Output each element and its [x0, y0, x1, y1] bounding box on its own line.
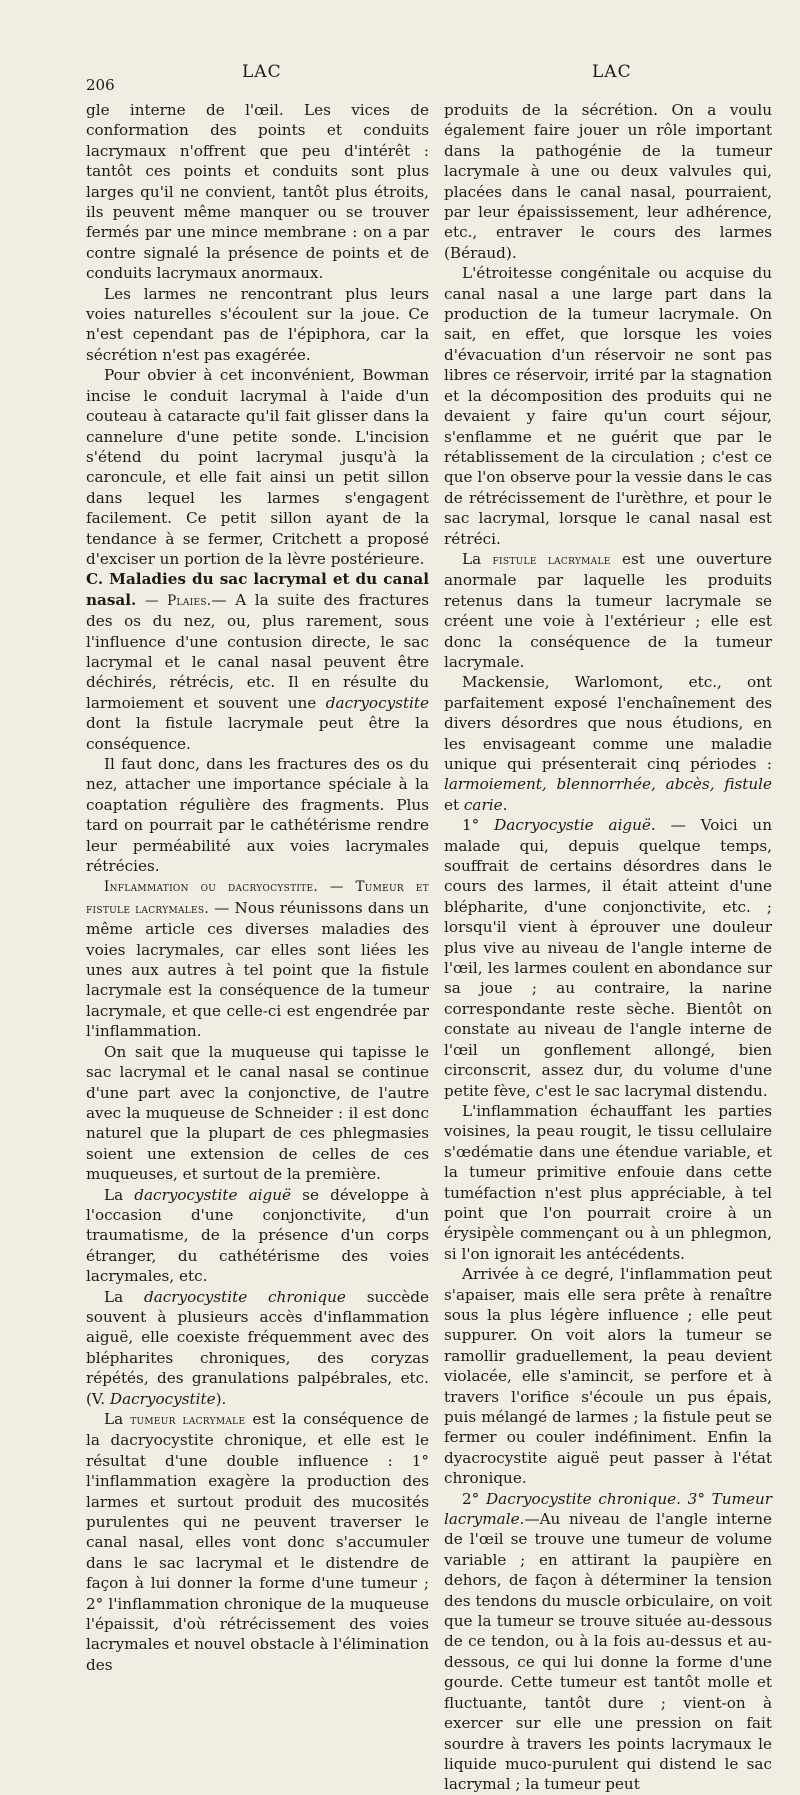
subsection-label: — Plaies.: [144, 592, 212, 609]
paragraph: gle interne de l'œil. Les vices de conformation des points et conduits lacrymaux n'offrent que peu d'intérêt : tantôt ces points et conduits sont plus larges qu'il ne convient, tantôt plus étroits, ils peuvent même manquer ou se trouver fermés par une mince membrane : on a par contre signalé la présence de points et de conduits lacrymaux anormaux.: [86, 101, 429, 283]
paragraph: 2° Dacryocystite chronique. 3° Tumeur lacrymale.—Au niveau de l'angle interne de l'œil se trouve une tumeur de volume variable ; en attirant la paupière en dehors, de façon à déterminer la tension des tendons du muscle orbiculaire, on voit que la tumeur se trouve située au-dessous de ce tendon, ou à la fois au-dessus et au-dessous, ce qui lui donne la forme d'une gourde. Cette tumeur est tantôt molle et fluctuante, tantôt dure ; vient-on à exercer sur elle une pression on fait sourdre à travers les points lacrymaux le liquide muco-purulent qui distend le sac lacrymal ; la tumeur peut: [444, 1489, 772, 1794]
subsection-label: tumeur lacrymale: [130, 1412, 246, 1428]
section-heading: C. Maladies du sac lacrymal et du canal nasal.: [86, 570, 429, 609]
paragraph: L'inflammation échauffant les parties voisines, la peau rougit, le tissu cellulaire s'œdématie dans une étendue variable, et la tumeur primitive enfouie dans cette tuméfaction n'est plus appréciable, à tel point que l'on pourrait croire à un érysipèle commençant ou à un phlegmon, si l'on ignorait les antécédents.: [444, 1101, 772, 1263]
paragraph: Mackensie, Warlomont, etc., ont parfaitement exposé l'enchaînement des divers désordres que nous étudions, en les envisageant comme une maladie unique qui présenterait cinq périodes : larmoiement, blennorrhée, abcès, fistule et carie.: [444, 673, 772, 814]
paragraph: On sait que la muqueuse qui tapisse le sac lacrymal et le canal nasal se continue d'une part avec la conjonctive, de l'autre avec la muqueuse de Schneider : il est donc naturel que la plupart de ces phlegmasies soient une extension de celles de ces muqueuses, et surtout de la première.: [86, 1042, 429, 1184]
paragraph: Pour obvier à cet inconvénient, Bowman incise le conduit lacrymal à l'aide d'un couteau à cataracte qu'il fait glisser dans la cannelure d'une petite sonde. L'incision s'étend du point lacrymal jusqu'à la caroncule, et elle fait ainsi un petit sillon dans lequel les larmes s'engagent facilement. Ce petit sillon ayant de la tendance à se fermer, Critchett a proposé d'exciser un portion de la lèvre postérieure.: [86, 366, 429, 568]
paragraph: La tumeur lacrymale est la conséquence de la dacryocystite chronique, et elle est le résultat d'une double influence : 1° l'inflammation exagère la production des larmes et surtout produit des mucosités purulentes qui ne peuvent traverser le canal nasal, elles vont donc s'accumuler dans le sac lacrymal et le distendre de façon à lui donner la forme d'une tumeur ; 2° l'inflammation chronique de la muqueuse l'épaissit, d'où rétrécissement des voies lacrymales et nouvel obstacle à l'élimination des: [86, 1410, 430, 1674]
subsection-label: Inflammation ou dacryocystite. — Tumeur et fistule lacrymales.: [86, 879, 429, 917]
subsection-label: fistule lacrymale: [492, 551, 611, 568]
running-head-left: LAC: [242, 62, 282, 82]
paragraph: Arrivée à ce degré, l'inflammation peut s'apaiser, mais elle sera prête à renaître sous la plus légère influence ; elle peut suppurer. On voit alors la tumeur se ramollir graduellement, la peau devient violacée, elle s'amincit, se perfore et à travers l'orifice s'écoule un pus épais, puis mélangé de larmes ; la fistule peut se fermer ou couler indéfiniment. Enfin la dyacrocystite aiguë peut passer à l'état chronique.: [444, 1265, 772, 1488]
paragraph: Il faut donc, dans les fractures des os du nez, attacher une importance spéciale à la coaptation régulière des fragments. Plus tard on pourrait par le cathétérisme rendre leur perméabilité aux voies lacrymales rétrécies.: [86, 755, 429, 876]
paragraph: La fistule lacrymale est une ouverture anormale par laquelle les produits retenus dans la tumeur lacrymale se créent une voie à l'extérieur ; elle est donc la conséquence de la tumeur lacrymale.: [444, 549, 772, 671]
left-column: [86, 100, 429, 1675]
paragraph: Les larmes ne rencontrant plus leurs voies naturelles s'écoulent sur la joue. Ce n'est cependant pas de l'épiphora, car la sécrétion n'est pas exagérée.: [86, 284, 429, 364]
paragraph: Inflammation ou dacryocystite. — Tumeur et fistule lacrymales. — Nous réunissons dans un même article ces diverses maladies des voies lacrymales, car elles sont liées les unes aux autres à tel point que la fistule lacrymale est la conséquence de la tumeur lacrymale, et que celle-ci est engendrée par l'inflammation.: [86, 879, 429, 1041]
page-number: 206: [86, 76, 115, 94]
right-column: [444, 100, 772, 1795]
paragraph: L'étroitesse congénitale ou acquise du canal nasal a une large part dans la production de la tumeur lacrymale. On sait, en effet, que lorsque les voies d'évacuation d'un réservoir ne sont pas libres ce réservoir, irrité par la stagnation et la décomposition des produits qui ne devaient y faire qu'un court séjour, s'enflamme et ne guérit que par le rétablissement de la circulation ; c'est ce que l'on observe pour la vessie dans le cas de rétrécissement de l'urèthre, et pour le sac lacrymal, lorsque le canal nasal est rétréci.: [444, 264, 772, 548]
page-header: [80, 62, 800, 92]
paragraph: 1° Dacryocystie aiguë. — Voici un malade qui, depuis quelque temps, souffrait de certains désordres dans le cours des larmes, il était atteint d'une blépharite, d'une conjonctivite, etc. ; lorsqu'il vient à éprouver une douleur plus vive au niveau de l'angle interne de l'œil, les larmes coulent en abondance sur sa joue ; au contraire, la narine correspondante reste sèche. Bientôt on constate au niveau de l'angle interne de l'œil un gonflement allongé, bien circonscrit, assez dur, du volume d'une petite fève, c'est le sac lacrymal distendu.: [444, 816, 772, 1100]
paragraph: La dacryocystite chronique succède souvent à plusieurs accès d'inflammation aiguë, elle coexiste fréquemment avec des blépharites chroniques, des coryzas répétés, des granulations palpébrales, etc. (V. Dacryocystite).: [86, 1287, 429, 1408]
paragraph: La dacryocystite aiguë se développe à l'occasion d'une conjonctivite, d'un traumatisme, de la présence d'un corps étranger, du cathétérisme des voies lacrymales, etc.: [86, 1185, 429, 1286]
paragraph: C. Maladies du sac lacrymal et du canal nasal. — Plaies.— A la suite des fractures des os du nez, ou, plus rarement, sous l'influence d'une contusion directe, le sac lacrymal et le canal nasal peuvent être déchirés, rétrécis, etc. Il en résulte du larmoiement et souvent une dacryocystite dont la fistule lacrymale peut être la conséquence.: [86, 570, 429, 753]
paragraph: produits de la sécrétion. On a voulu également faire jouer un rôle important dans la pathogénie de la tumeur lacrymale à une ou deux valvules qui, placées dans le canal nasal, pourraient, par leur épaississement, leur adhérence, etc., entraver le cours des larmes (Béraud).: [444, 101, 772, 262]
running-head-right: LAC: [592, 62, 632, 82]
